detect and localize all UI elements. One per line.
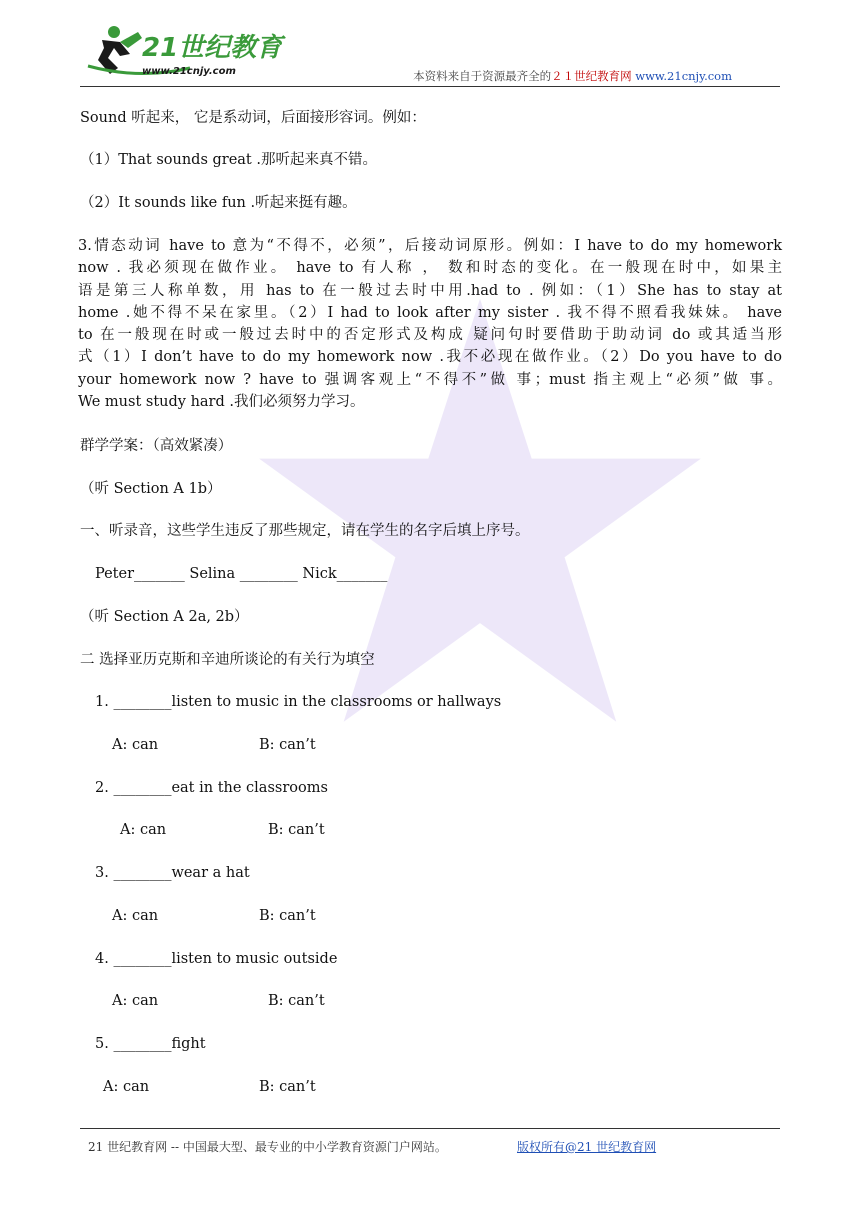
footer-text: 21 世纪教育网 -- 中国最大型、最专业的中小学教育资源门户网站。 [88,1140,447,1154]
question-1: 1. ________listen to music in the classrooms or hallways [95,694,502,710]
sound-intro: Sound 听起来， 它是系动词，后面接形容词。例如： [80,110,426,126]
task2-title: 二 选择亚历克斯和辛迪所谈论的有关行为填空 [80,652,375,668]
question-3: 3. ________wear a hat [95,865,250,881]
para-line: 3.情态动词 have to 意为“不得不，必须”，后接动词原形。例如：I have to do my homework [78,238,782,254]
question-2: 2. ________eat in the classrooms [95,780,328,796]
para-line: your homework now ? have to 强调客观上“不得不”做 事；must 指主观上“必须”做 事。 [78,371,782,388]
grammar-paragraph [78,235,782,413]
question-4: 4. ________listen to music outside [95,951,338,967]
site-logo [80,18,290,82]
option-b: B: can’t [268,822,325,838]
example-1: （1）That sounds great .那听起来真不错。 [80,152,377,168]
names-line: Peter_______ Selina ________ Nick_______ [95,566,388,582]
option-a: A: can [112,993,159,1009]
example-2: （2）It sounds like fun .听起来挺有趣。 [80,195,357,211]
para-line: now . 我必须现在做作业。 have to 有人称 ， 数和时态的变化。在一般现在时中，如果主 [78,260,782,277]
para-line: 语是第三人称单数，用 has to 在一般过去时中用.had to . 例如：（1）She has to stay at [78,282,782,299]
header-note-prefix: 本资料来自于资源最齐全的 [413,69,552,83]
logo-url: www.21cnjy.com [142,66,236,77]
copyright-link[interactable]: 版权所有@21 世纪教育网 [517,1140,657,1154]
option-a: A: can [112,908,159,924]
option-a: A: can [112,737,159,753]
header-note-red: ２１世纪教育网 [551,69,632,83]
option-b: B: can’t [259,908,316,924]
option-b: B: can’t [259,1079,316,1095]
option-b: B: can’t [259,737,316,753]
footer-divider [80,1128,780,1129]
option-b: B: can’t [268,993,325,1009]
para-line: to 在一般现在时或一般过去时中的否定形式及构成 疑问句时要借助于助动词 do 或其适当形 [78,327,782,344]
option-a: A: can [103,1079,150,1095]
header-divider [80,86,780,87]
listen-1b: （听 Section A 1b） [80,481,222,497]
question-5: 5. ________fight [95,1036,206,1052]
header-site-link[interactable]: www.21cnjy.com [635,69,732,83]
para-line: 式（1）I don’t have to do my homework now .我不必现在做作业。（2）Do you have to do [78,349,782,366]
group-title: 群学学案：（高效紧凑） [80,438,233,454]
option-a: A: can [120,822,167,838]
para-line: We must study hard .我们必须努力学习。 [78,394,365,411]
listen-2ab: （听 Section A 2a, 2b） [80,609,249,625]
logo-text: 21世纪教育 [142,33,283,63]
header-note [413,68,732,84]
task1-title: 一、听录音，这些学生违反了那些规定，请在学生的名字后填上序号。 [80,523,530,539]
para-line: home .她不得不呆在家里。（2）I had to look after my sister . 我不得不照看我妹妹。 have [78,304,782,321]
